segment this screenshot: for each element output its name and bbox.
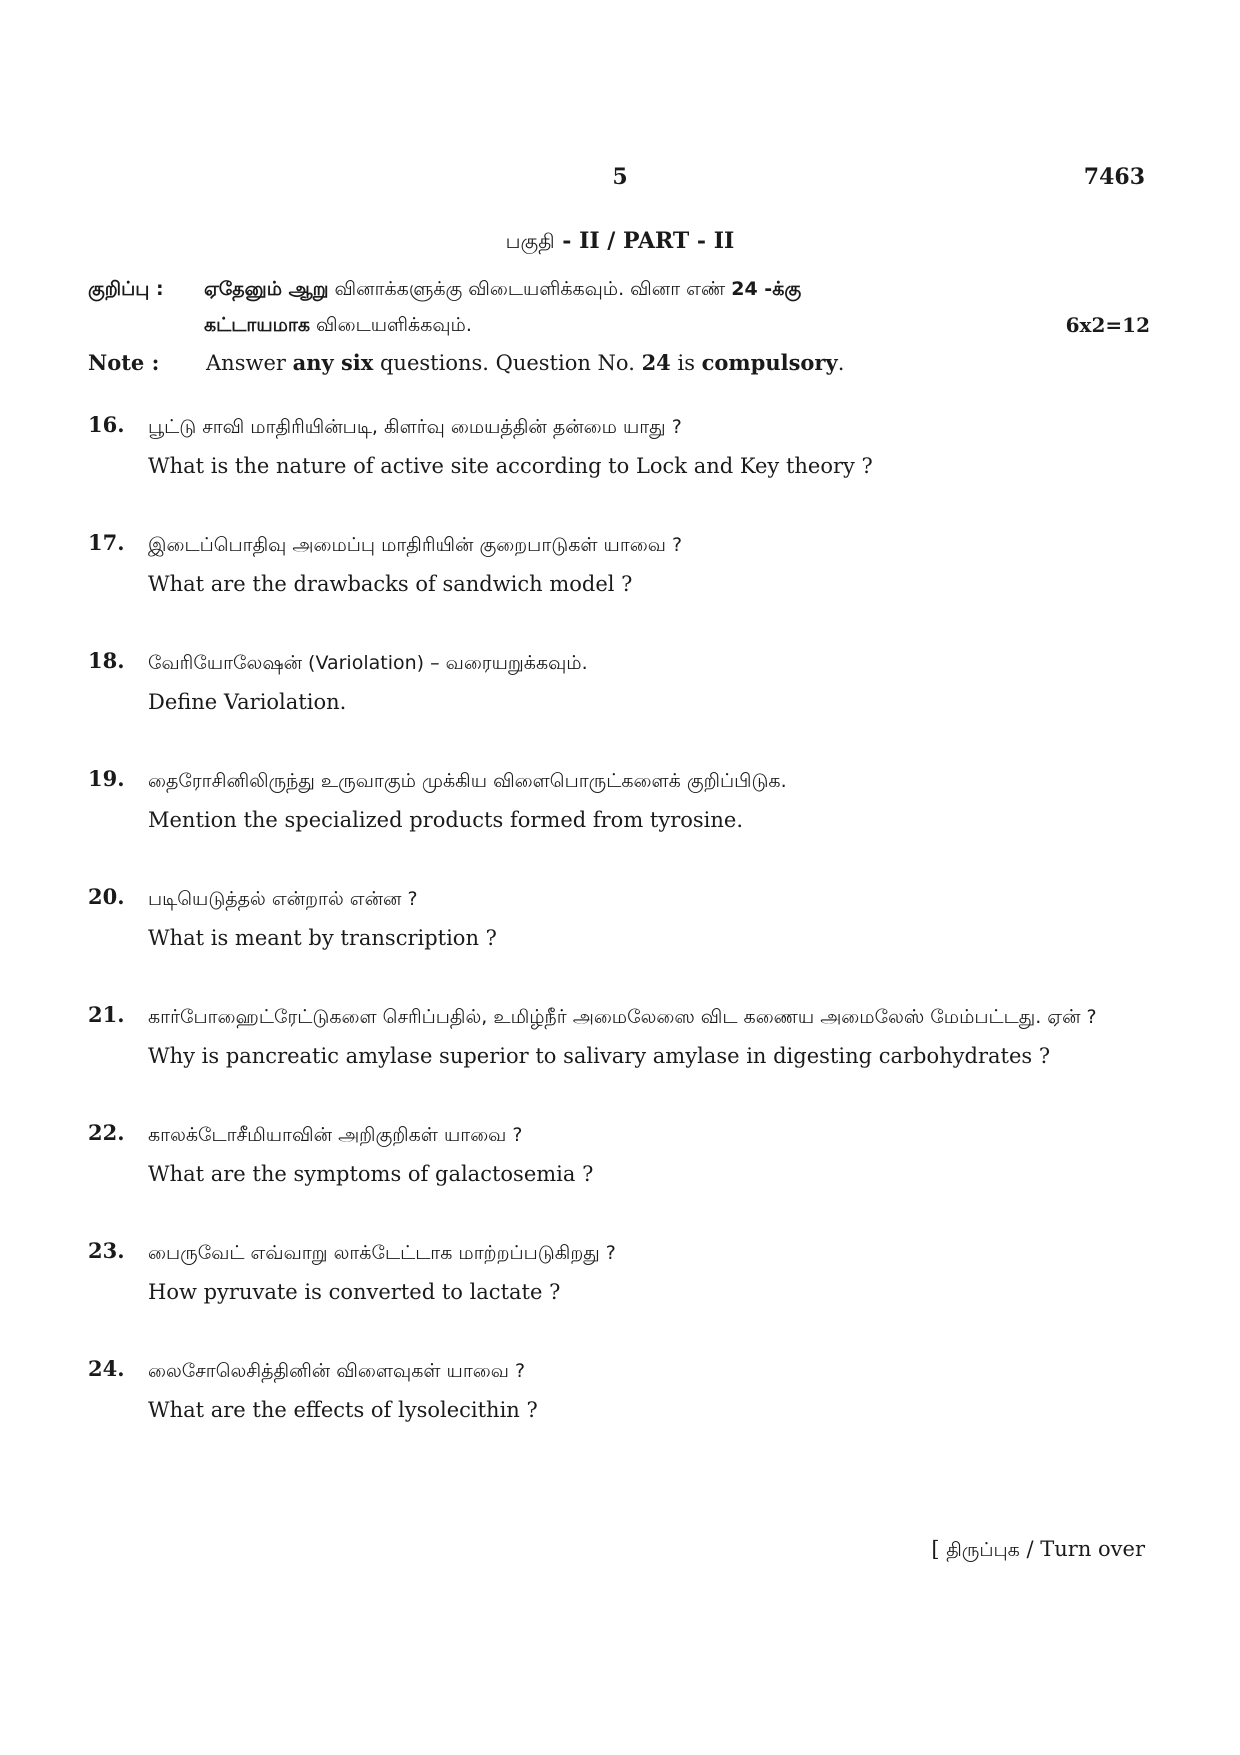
- question-body: [148, 1118, 1150, 1189]
- marks-allocation: 6x2=12: [1065, 313, 1150, 337]
- question-23: [88, 1236, 1150, 1307]
- turn-over-english: / Turn over: [1019, 1537, 1145, 1561]
- turn-over-note: [931, 1537, 1145, 1564]
- question-english: What are the symptoms of galactosemia ?: [148, 1162, 594, 1186]
- question-21: [88, 1000, 1150, 1071]
- note-english-bold1: any six: [292, 350, 374, 375]
- note-tamil-bold1: ஏதேனும் ஆறு: [204, 278, 329, 300]
- part-heading-tamil: பகுதி: [505, 229, 555, 253]
- question-english: What is meant by transcription ?: [148, 926, 497, 950]
- question-tamil: கார்போஹைட்ரேட்டுகளை செரிப்பதில், உமிழ்நீர் அமைலேஸை விட கணைய அமைலேஸ் மேம்பட்டது. ஏன் ?: [148, 1006, 1097, 1028]
- question-tamil: லைசோலெசித்தினின் விளைவுகள் யாவை ?: [148, 1360, 526, 1382]
- turn-over-tamil: திருப்புக: [946, 1539, 1020, 1561]
- question-tamil: வேரியோலேஷன் (Variolation) – வரையறுக்கவும்.: [148, 652, 588, 674]
- question-number: 18.: [88, 648, 125, 673]
- question-list: [88, 410, 1150, 1472]
- question-english: Why is pancreatic amylase superior to salivary amylase in digesting carbohydrates ?: [148, 1044, 1051, 1068]
- note-tamil-text3: விடையளிக்கவும்.: [309, 314, 472, 336]
- question-tamil: இடைப்பொதிவு அமைப்பு மாதிரியின் குறைபாடுகள் யாவை ?: [148, 534, 683, 556]
- note-tamil-label: குறிப்பு :: [88, 278, 164, 300]
- question-body: [148, 646, 1150, 717]
- question-number: 23.: [88, 1238, 125, 1263]
- question-body: [148, 764, 1150, 835]
- question-body: [148, 528, 1150, 599]
- part-heading-english: II / PART - II: [579, 228, 735, 254]
- note-english-bold2: 24: [641, 350, 671, 375]
- question-body: [148, 1000, 1150, 1071]
- question-number: 20.: [88, 884, 125, 909]
- question-20: [88, 882, 1150, 953]
- part-heading-separator: -: [554, 228, 580, 254]
- question-tamil: பைருவேட் எவ்வாறு லாக்டேட்டாக மாற்றப்படுகிறது ?: [148, 1242, 616, 1264]
- note-english: [88, 350, 844, 375]
- question-body: [148, 410, 1150, 481]
- question-tamil: காலக்டோசீமியாவின் அறிகுறிகள் யாவை ?: [148, 1124, 523, 1146]
- question-tamil: தைரோசினிலிருந்து உருவாகும் முக்கிய விளைபொருட்களைக் குறிப்பிடுக.: [148, 770, 787, 792]
- turn-over-bracket: [: [931, 1537, 947, 1561]
- page-number: 5: [612, 164, 628, 190]
- question-17: [88, 528, 1150, 599]
- note-english-bold3: compulsory: [701, 350, 838, 375]
- paper-code: 7463: [1083, 164, 1145, 190]
- note-tamil-line2: [88, 307, 1150, 343]
- question-18: [88, 646, 1150, 717]
- question-body: [148, 882, 1150, 953]
- note-english-text3: is: [670, 351, 702, 375]
- note-tamil: [88, 271, 1150, 343]
- question-number: 16.: [88, 412, 125, 437]
- question-number: 21.: [88, 1002, 125, 1027]
- note-tamil-line1: [88, 271, 1150, 307]
- question-english: What are the effects of lysolecithin ?: [148, 1398, 538, 1422]
- note-tamil-bold3: கட்டாயமாக: [204, 314, 310, 336]
- question-24: [88, 1354, 1150, 1425]
- note-tamil-text2: -க்கு: [757, 278, 802, 300]
- question-number: 24.: [88, 1356, 125, 1381]
- question-tamil: பூட்டு சாவி மாதிரியின்படி, கிளர்வு மையத்தின் தன்மை யாது ?: [148, 416, 682, 438]
- question-english: What are the drawbacks of sandwich model ?: [148, 572, 633, 596]
- note-english-text1: Answer: [206, 351, 293, 375]
- part-heading: [0, 228, 1240, 256]
- question-english: How pyruvate is converted to lactate ?: [148, 1280, 561, 1304]
- note-tamil-text1: வினாக்களுக்கு விடையளிக்கவும். வினா எண்: [328, 278, 732, 300]
- question-19: [88, 764, 1150, 835]
- question-english: Define Variolation.: [148, 690, 347, 714]
- question-16: [88, 410, 1150, 481]
- question-body: [148, 1236, 1150, 1307]
- question-tamil: படியெடுத்தல் என்றால் என்ன ?: [148, 888, 418, 910]
- question-number: 22.: [88, 1120, 125, 1145]
- question-english: What is the nature of active site according to Lock and Key theory ?: [148, 454, 873, 478]
- question-number: 19.: [88, 766, 125, 791]
- question-22: [88, 1118, 1150, 1189]
- note-english-label: Note :: [88, 350, 160, 375]
- question-body: [148, 1354, 1150, 1425]
- question-english: Mention the specialized products formed from tyrosine.: [148, 808, 744, 832]
- question-number: 17.: [88, 530, 125, 555]
- note-tamil-bold2: 24: [731, 278, 758, 300]
- note-english-text4: .: [837, 351, 845, 375]
- note-english-text2: questions. Question No.: [373, 351, 642, 375]
